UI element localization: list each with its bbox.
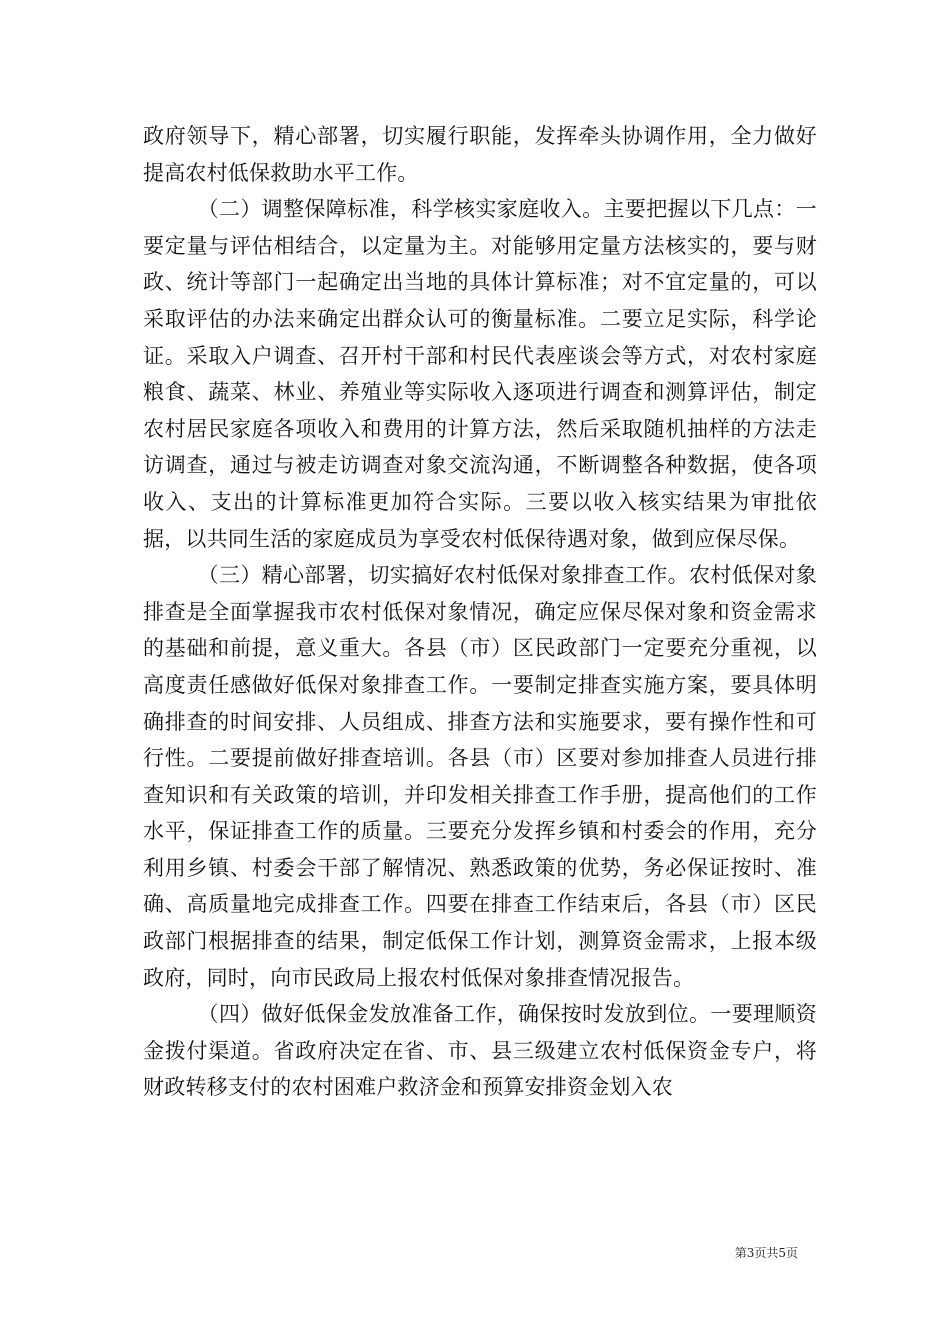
paragraph-section-3: （三）精心部署，切实搞好农村低保对象排查工作。农村低保对象排查是全面掌握我市农村低保对象情况，确定应保尽保对象和资金需求的基础和前提，意义重大。各县（市）区民政部门一定要充分重视，以高度责任感做好低保对象排查工作。一要制定排查实施方案，要具体明确排查的时间安排、人员组成、排查方法和实施要求，要有操作性和可行性。二要提前做好排查培训。各县（市）区要对参加排查人员进行排查知识和有关政策的培训，并印发相关排查工作手册，提高他们的工作水平，保证排查工作的质量。三要充分发挥乡镇和村委会的作用，充分利用乡镇、村委会干部了解情况、熟悉政策的优势，务必保证按时、准确、高质量地完成排查工作。四要在排查工作结束后，各县（市）区民政部门根据排查的结果，制定低保工作计划，测算资金需求，上报本级政府，同时，向市民政局上报农村低保对象排查情况报告。 — [143, 563, 817, 990]
page-number-footer: 第3页共5页 — [734, 1246, 798, 1260]
paragraph-section-2: （二）调整保障标准，科学核实家庭收入。主要把握以下几点：一要定量与评估相结合，以定量为主。对能够用定量方法核实的，要与财政、统计等部门一起确定出当地的具体计算标准；对不宜定量的，可以采取评估的办法来确定出群众认可的衡量标准。二要立足实际，科学论证。采取入户调查、召开村干部和村民代表座谈会等方式，对农村家庭粮食、蔬菜、林业、养殖业等实际收入逐项进行调查和测算评估，制定农村居民家庭各项收入和费用的计算方法，然后采取随机抽样的方法走访调查，通过与被走访调查对象交流沟通，不断调整各种数据，使各项收入、支出的计算标准更加符合实际。三要以收入核实结果为审批依据，以共同生活的家庭成员为享受农村低保待遇对象，做到应保尽保。 — [143, 197, 817, 551]
paragraph-continuation: 政府领导下，精心部署，切实履行职能，发挥牵头协调作用，全力做好提高农村低保救助水平工作。 — [143, 124, 817, 185]
paragraph-section-4: （四）做好低保金发放准备工作，确保按时发放到位。一要理顺资金拨付渠道。省政府决定在省、市、县三级建立农村低保资金专户，将财政转移支付的农村困难户救济金和预算安排资金划入农 — [143, 1002, 817, 1100]
document-body — [143, 118, 817, 1106]
